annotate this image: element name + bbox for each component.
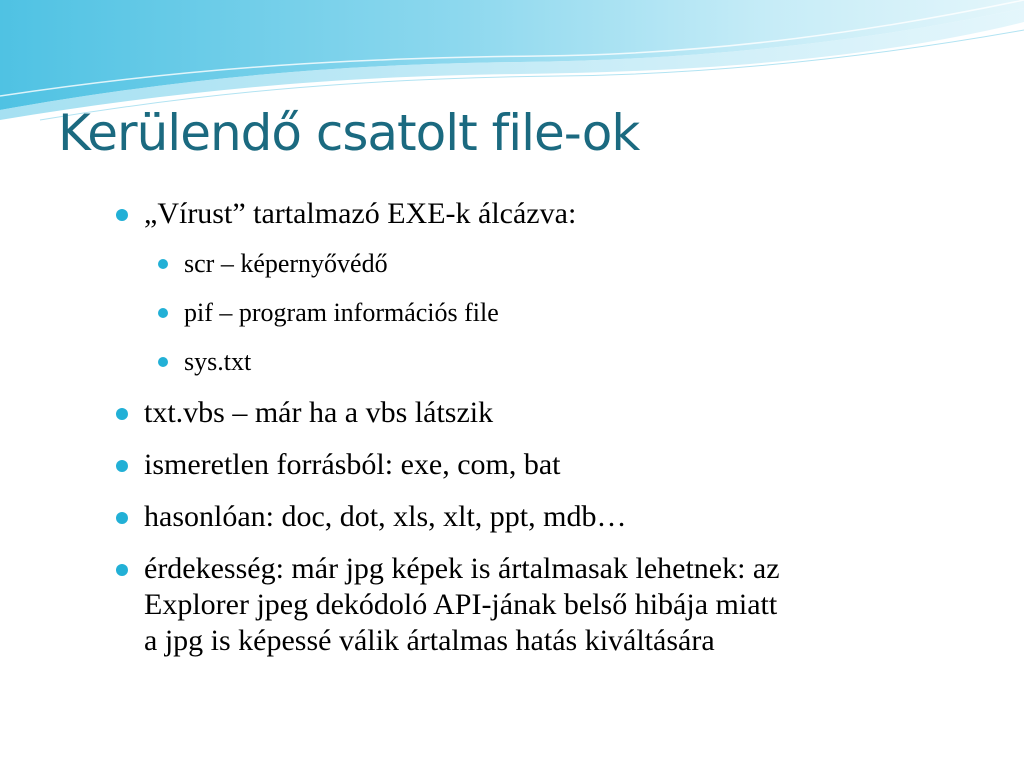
list-item-text: hasonlóan: doc, dot, xls, xlt, ppt, mdb… bbox=[144, 500, 627, 533]
list-item bbox=[112, 196, 992, 232]
list-item-text: txt.vbs – már ha a vbs látszik bbox=[144, 396, 494, 429]
list-item bbox=[112, 395, 992, 431]
bullet-icon bbox=[116, 564, 128, 576]
slide-title: Kerülendő csatolt file-ok bbox=[58, 104, 640, 162]
bullet-icon bbox=[116, 512, 128, 524]
bullet-list bbox=[112, 196, 992, 675]
list-item-text: scr – képernyővédő bbox=[184, 249, 388, 278]
bullet-icon bbox=[116, 408, 128, 420]
list-item-text: ismeretlen forrásból: exe, com, bat bbox=[144, 448, 561, 481]
bullet-icon bbox=[158, 259, 168, 269]
list-item bbox=[112, 551, 992, 659]
list-item-text: „Vírust” tartalmazó EXE-k álcázva: bbox=[144, 197, 577, 230]
bullet-icon bbox=[116, 460, 128, 472]
list-item bbox=[112, 447, 992, 483]
sub-list-item bbox=[152, 297, 992, 329]
bullet-icon bbox=[158, 308, 168, 318]
list-item bbox=[112, 499, 992, 535]
bullet-icon bbox=[158, 357, 168, 367]
list-item-text-line: a jpg is képessé válik ártalmas hatás kiváltására bbox=[144, 624, 715, 657]
list-item-text: pif – program információs file bbox=[184, 298, 499, 327]
list-item-text: sys.txt bbox=[184, 347, 252, 376]
list-item-text-line: Explorer jpeg dekódoló API-jának belső hibája miatt bbox=[144, 588, 778, 621]
list-item-text-line: érdekesség: már jpg képek is ártalmasak lehetnek: az bbox=[144, 552, 780, 585]
sub-list-item bbox=[152, 248, 992, 280]
sub-list-item bbox=[152, 346, 992, 378]
bullet-icon bbox=[116, 209, 128, 221]
